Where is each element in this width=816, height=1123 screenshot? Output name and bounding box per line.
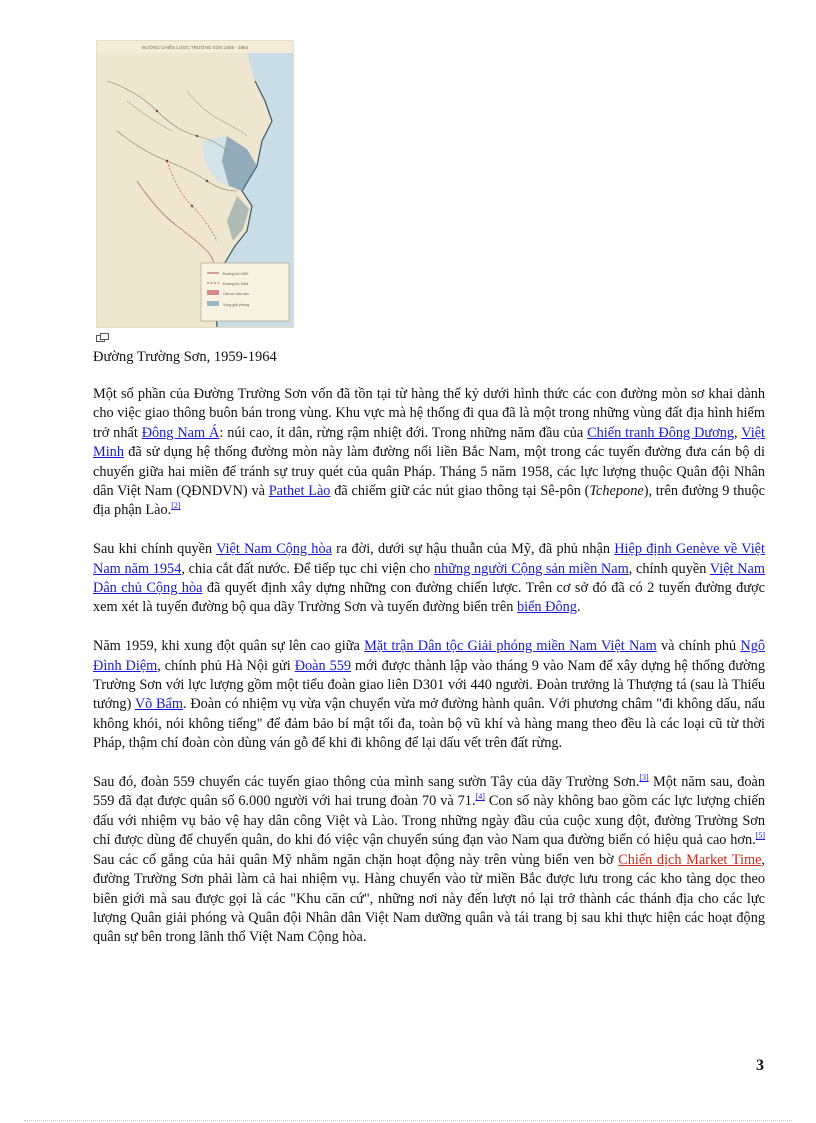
page-number: 3 [756, 1057, 764, 1074]
map-drawing [97, 41, 293, 327]
link-chien-dich-market-time[interactable]: Chiến dịch Market Time [618, 851, 762, 868]
map-legend-item: Đường bộ 1964 [223, 282, 249, 286]
citation-link[interactable]: [2] [171, 501, 181, 511]
enlarge-image-icon[interactable] [96, 333, 109, 343]
map-legend-item: Vùng giải phóng [223, 303, 249, 307]
citation-link[interactable]: [4] [475, 792, 485, 802]
citation-link[interactable]: [3] [639, 773, 649, 783]
map-legend-item: Đường bộ 1959 [223, 272, 249, 276]
article-body [93, 385, 765, 967]
link-bien-dong[interactable]: biển Đông [516, 599, 577, 616]
paragraph-2: Sau khi chính quyền Việt Nam Cộng hòa ra đời, dưới sự hậu thuẫn của Mỹ, đã phủ nhận Hiệp định Genève về Việt Nam năm 1954, chia cắt đất nước. Để tiếp tục chi viện cho những người Cộng sản miền Nam, chính quyền Việt Nam Dân chủ Cộng hòa đã quyết định xây dựng những con đường chiến lược. Trên cơ sở đó đã có 2 tuyến đường được xem xét là tuyến đường bộ qua dãy Trường Sơn và tuyến đường biển trên biển Đông. [93, 541, 765, 616]
link-ngo-dinh-diem[interactable]: Ngô Đình Diệm [93, 638, 765, 674]
link-dong-nam-a[interactable]: Đông Nam Á [141, 424, 220, 441]
paragraph-1: Một số phần của Đường Trường Sơn vốn đã tồn tại từ hàng thế kỷ dưới hình thức các con đường mòn sơ khai dành cho việc giao thông buôn bán trong vùng. Khu vực mà hệ thống đi qua đã là một trong những vùng đất địa hình hiểm trở nhất Đông Nam Á: núi cao, ít dân, rừng rậm nhiệt đới. Trong những năm đầu của Chiến tranh Đông Dương, Việt Minh đã sử dụng hệ thống đường mòn này làm đường nối liền Bắc Nam, một trong các tuyến đường đưa cán bộ di chuyển giữa hai miền để tránh sự truy quét của quân Pháp. Tháng 5 năm 1958, các lực lượng thuộc Quân đội Nhân dân Việt Nam (QĐNDVN) và Pathet Lào đã chiếm giữ các nút giao thông tại Sê-pôn (Tchepone), trên đường 9 thuộc địa phận Lào.[2] [93, 386, 766, 519]
paragraph-3: Năm 1959, khi xung đột quân sự lên cao giữa Mặt trận Dân tộc Giải phóng miền Nam Việt Nam và chính phủ Ngô Đình Diệm, chính phủ Hà Nội gửi Đoàn 559 mới được thành lập vào tháng 9 vào Nam để xây dựng hệ thống đường Trường Sơn với lực lượng gồm một tiểu đoàn giao liên D301 với 440 người. Đoàn trưởng là Thượng tá (sau là Thiếu tướng) Võ Bẩm. Đoàn có nhiệm vụ vừa vận chuyển vừa mở đường hành quân. Với phương châm "đi không dấu, nấu không khói, nói không tiếng" để đảm bảo bí mật tối đa, toàn bộ vũ khí và hàng mang theo đều là các loại cũ từ thời Pháp, thậm chí đoàn còn dùng ván gỗ để khi đi không để lại dấu vết trên đất rừng. [93, 638, 765, 752]
map-caption: Đường Trường Sơn, 1959-1964 [93, 349, 277, 365]
map-title: ĐƯỜNG CHIẾN LƯỢC TRƯỜNG SƠN 1959 - 1964 [142, 45, 248, 50]
citation-link[interactable]: [5] [755, 831, 765, 841]
paragraph-4: Sau đó, đoàn 559 chuyển các tuyến giao thông của mình sang sườn Tây của dãy Trường Sơn.[3] Một năm sau, đoàn 559 đã đạt được quân số 6.000 người với hai trung đoàn 70 và 71.[4] Con số này không bao gồm các lực lượng chiến đấu với nhiệm vụ bảo vệ hay dân công Việt và Lào. Trong những ngày đầu của cuộc xung đột, đường Trường Sơn chỉ được dùng để chuyển quân, do khi đó việc vận chuyển súng đạn vào Nam qua đường biển có hiệu quả cao hơn.[5] Sau các cố gắng của hải quân Mỹ nhằm ngăn chặn hoạt động này trên vùng biển ven bờ Chiến dịch Market Time, đường Trường Sơn phải làm cả hai nhiệm vụ. Hàng chuyển vào từ miền Bắc được lưu trong các kho tàng dọc theo biên giới mà sau được gọi là các "Khu căn cứ", những nơi này đến lượt nó lại trở thành các thánh địa cho các lực lượng Quân giải phóng và Quân đội Nhân dân Việt Nam dưỡng quân và tái trang bị sau khi thực hiện các hoạt động quân sự bên trong lãnh thổ Việt Nam Cộng hòa. [93, 773, 766, 946]
link-viet-minh[interactable]: Việt Minh [93, 424, 766, 461]
link-viet-nam-cong-hoa[interactable]: Việt Nam Cộng hòa [216, 541, 332, 558]
map-image [96, 40, 294, 328]
link-vndcch[interactable]: Việt Nam Dân chủ Cộng hòa [93, 560, 765, 597]
link-nhung-nguoi-cong-san-mien-nam[interactable]: những người Cộng sản miền Nam [434, 560, 629, 577]
link-chien-tranh-dong-duong[interactable]: Chiến tranh Đông Dương [587, 424, 735, 441]
page-bottom-divider [24, 1120, 792, 1121]
link-hiep-dinh-geneve[interactable]: Hiệp định Genève về Việt Nam năm 1954 [93, 541, 765, 577]
link-mat-tran-dan-toc-giai-phong[interactable]: Mặt trận Dân tộc Giải phóng miền Nam Việt Nam [364, 638, 657, 655]
link-doan-559[interactable]: Đoàn 559 [294, 657, 352, 674]
link-pathet-lao[interactable]: Pathet Lào [268, 483, 331, 500]
link-vo-bam[interactable]: Võ Bẩm [134, 696, 184, 713]
map-legend-item: Căn cứ hậu cần [223, 292, 249, 296]
